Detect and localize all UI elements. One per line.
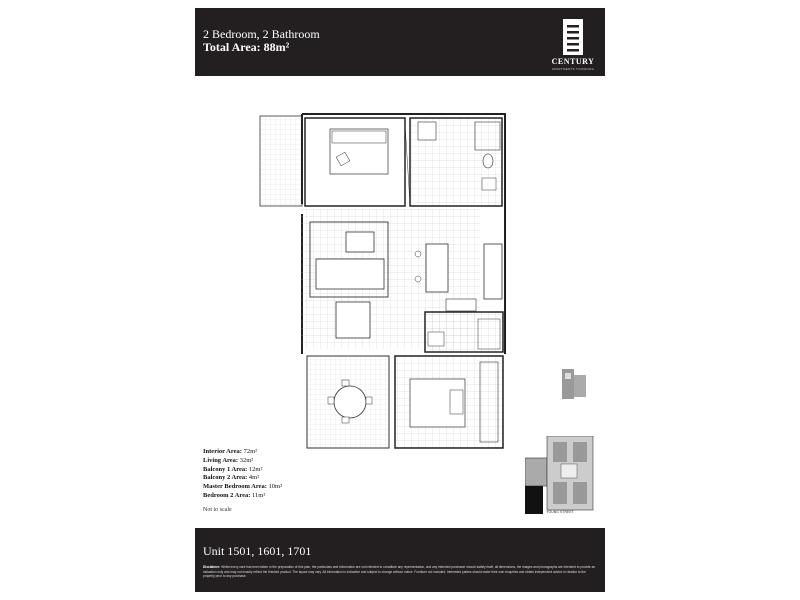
header-bar (195, 8, 605, 76)
area-row: Balcony 2 Area: 4m² (203, 474, 260, 482)
disclaimer-text: Whilst every care has been taken in the preparation of this plan, the particulars and information are not intended to constitute any representation, and any intended purchaser should satisfy itself, all dimensions, the images and photographs are intended to provide an indication only and may not exactly reflect the finished product. The layout may vary. All information is indicative and subject to change without notice. Furniture not included. Interested parties should make their own enquiries and obtain independent advice in relation to the property prior to any purchase. (203, 565, 596, 579)
unit-type: 2 Bedroom, 2 Bathroom (203, 27, 320, 41)
area-row: Bedroom 2 Area: 11m² (203, 491, 266, 499)
logo-tagline: APARTMENTS TOOWONG (551, 67, 595, 71)
century-logo-mark-icon (547, 17, 599, 57)
balcony-1 (260, 116, 302, 206)
area-row: Balcony 1 Area: 12m² (203, 465, 263, 473)
century-logo (547, 17, 599, 75)
footer-bar (195, 528, 605, 592)
area-row: Living Area: 32m² (203, 456, 254, 464)
area-row: Interior Area: 72m² (203, 448, 258, 455)
floor-plan-sheet (195, 8, 605, 592)
area-row: Master Bedroom Area: 10m² (203, 483, 283, 491)
street-label: YOUNG STREET (546, 510, 574, 514)
keyplan-building-icon (525, 436, 595, 514)
disclaimer (203, 565, 598, 579)
bathroom-2 (425, 312, 503, 352)
disclaimer-label: Disclaimer: (203, 565, 221, 569)
logo-name: CENTURY (551, 57, 595, 66)
floor-plan-drawing (250, 104, 510, 454)
bedroom-2 (395, 356, 503, 448)
keyplan-unit-icon (560, 365, 590, 403)
ensuite (405, 118, 502, 206)
master-bedroom (305, 118, 405, 206)
not-to-scale-note: Not to scale (203, 507, 232, 513)
balcony-2 (307, 356, 389, 448)
unit-numbers: Unit 1501, 1601, 1701 (203, 544, 312, 558)
total-area: Total Area: 88m² (203, 40, 290, 54)
area-schedule (203, 448, 282, 501)
